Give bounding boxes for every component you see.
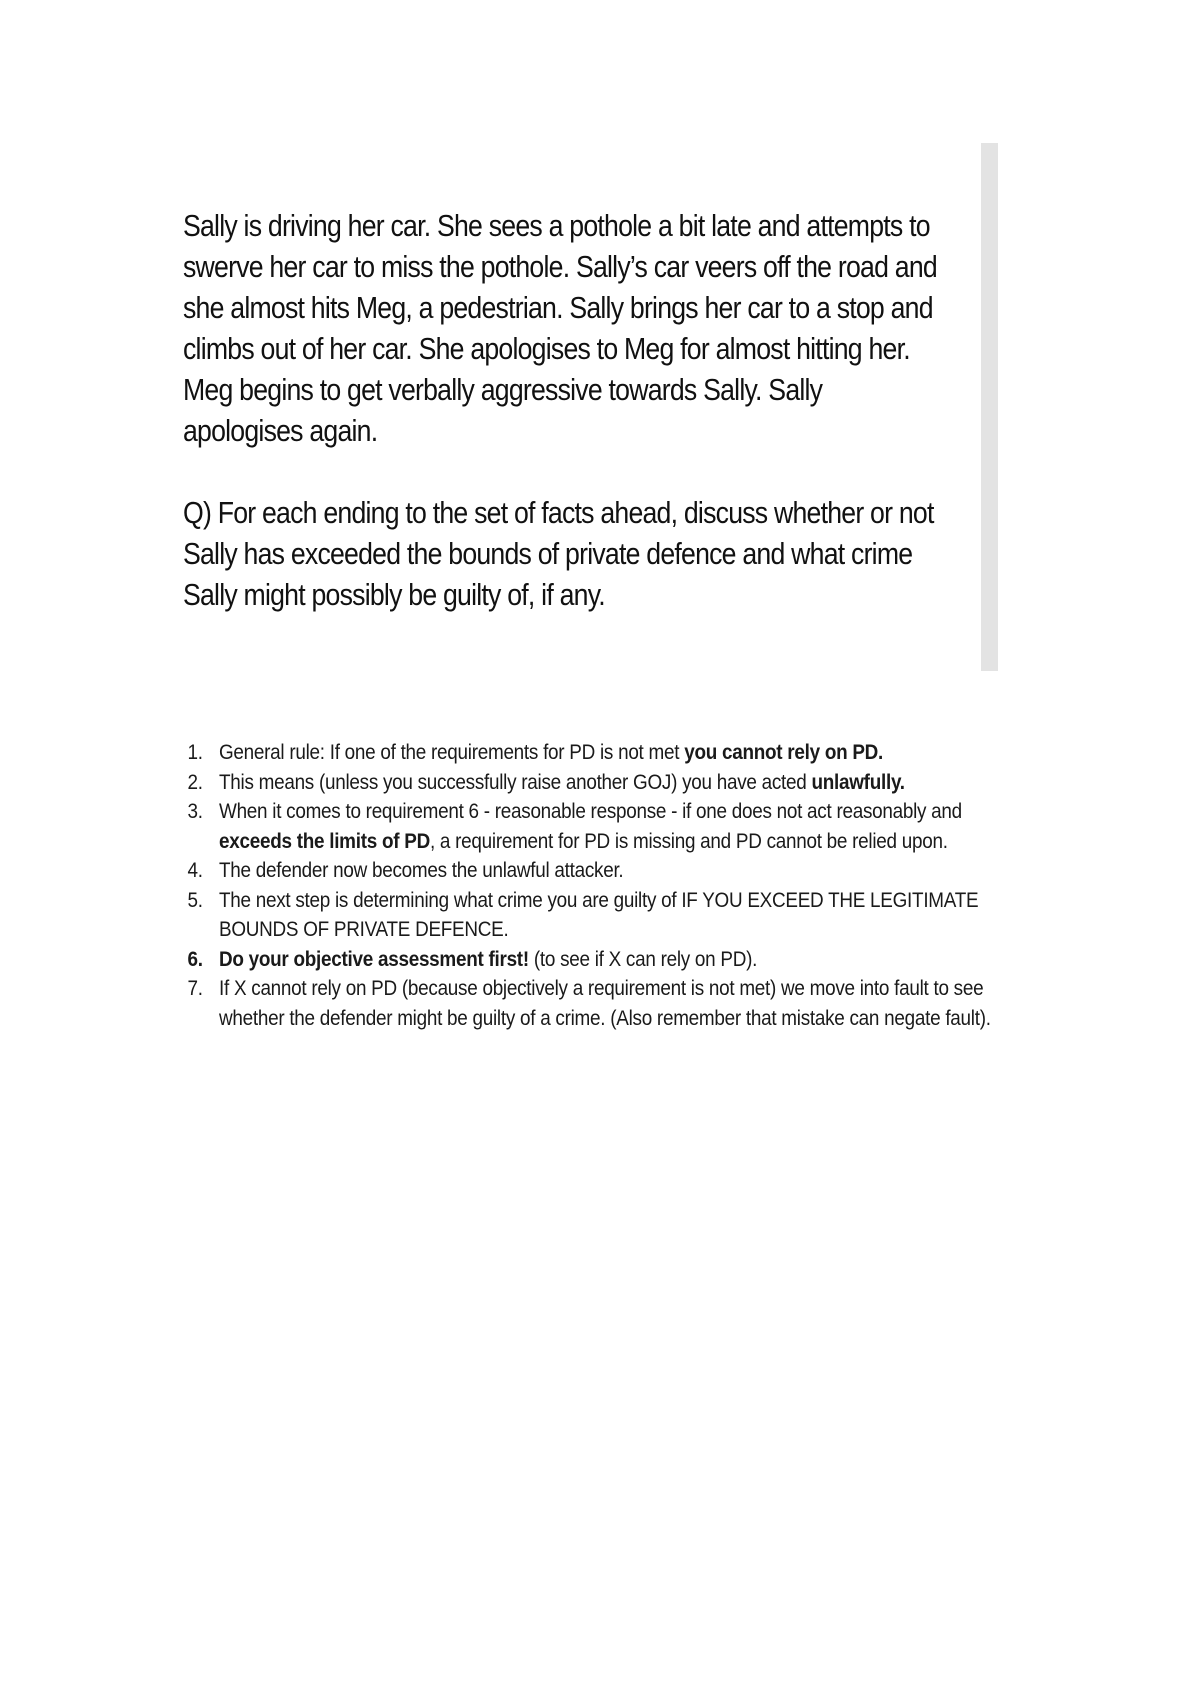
scrollbar-track[interactable] xyxy=(981,143,998,671)
list-item xyxy=(183,974,1020,1033)
list-number: 1. xyxy=(187,741,203,764)
list-text: If X cannot rely on PD (because objectively a requirement is not met) we move into fault to see whether the defender might be guilty of a crime. (Also remember that mistake can negate fault). xyxy=(219,977,991,1030)
list-number: 7. xyxy=(187,977,203,1000)
list-item xyxy=(183,797,1020,856)
scenario-text xyxy=(183,205,983,451)
list-number: 4. xyxy=(187,859,203,882)
list-item xyxy=(183,945,1020,975)
question-line: Sally has exceeded the bounds of private defence and what crime xyxy=(183,536,913,571)
list-bold-text: unlawfully. xyxy=(811,770,905,794)
question-line: Sally might possibly be guilty of, if any. xyxy=(183,577,605,612)
list-text: When it comes to requirement 6 - reasonable response - if one does not act reasonably and xyxy=(219,800,962,823)
list-number: 5. xyxy=(187,888,203,912)
list-text-after: (to see if X can rely on PD). xyxy=(528,947,758,971)
scenario-line: Sally is driving her car. She sees a pothole a bit late and attempts to xyxy=(183,208,930,243)
scenario-line: apologises again. xyxy=(183,413,378,448)
list-text: The next step is determining what crime you are guilty of IF YOU EXCEED THE LEGITIMATE BOUNDS OF PRIVATE DEFENCE. xyxy=(219,888,979,941)
list-item xyxy=(183,768,1020,798)
list-bold-text: exceeds the limits of PD xyxy=(219,829,430,853)
scenario-line: swerve her car to miss the pothole. Sally’s car veers off the road and xyxy=(183,249,937,284)
list-text: General rule: If one of the requirements for PD is not met xyxy=(219,741,685,764)
list-number: 2. xyxy=(187,770,203,794)
list-item xyxy=(183,886,1020,945)
question-text xyxy=(183,492,983,615)
list-item xyxy=(183,738,1020,768)
notes-list xyxy=(183,738,1043,1033)
list-text: This means (unless you successfully raise another GOJ) you have acted xyxy=(219,770,812,794)
list-bold-text: Do your objective assessment first! xyxy=(219,947,529,971)
scenario-line: climbs out of her car. She apologises to Meg for almost hitting her. xyxy=(183,331,910,366)
list-bold-text: you cannot rely on PD. xyxy=(684,741,884,764)
scenario-line: Meg begins to get verbally aggressive towards Sally. Sally xyxy=(183,372,823,407)
list-item xyxy=(183,856,1020,886)
list-number: 6. xyxy=(187,947,203,971)
list-number: 3. xyxy=(187,800,203,823)
scenario-line: she almost hits Meg, a pedestrian. Sally brings her car to a stop and xyxy=(183,290,933,325)
list-text: The defender now becomes the unlawful attacker. xyxy=(219,859,624,882)
scenario-slide xyxy=(183,205,983,615)
list-text-after: , a requirement for PD is missing and PD cannot be relied upon. xyxy=(429,829,948,853)
question-line: Q) For each ending to the set of facts ahead, discuss whether or not xyxy=(183,495,934,530)
